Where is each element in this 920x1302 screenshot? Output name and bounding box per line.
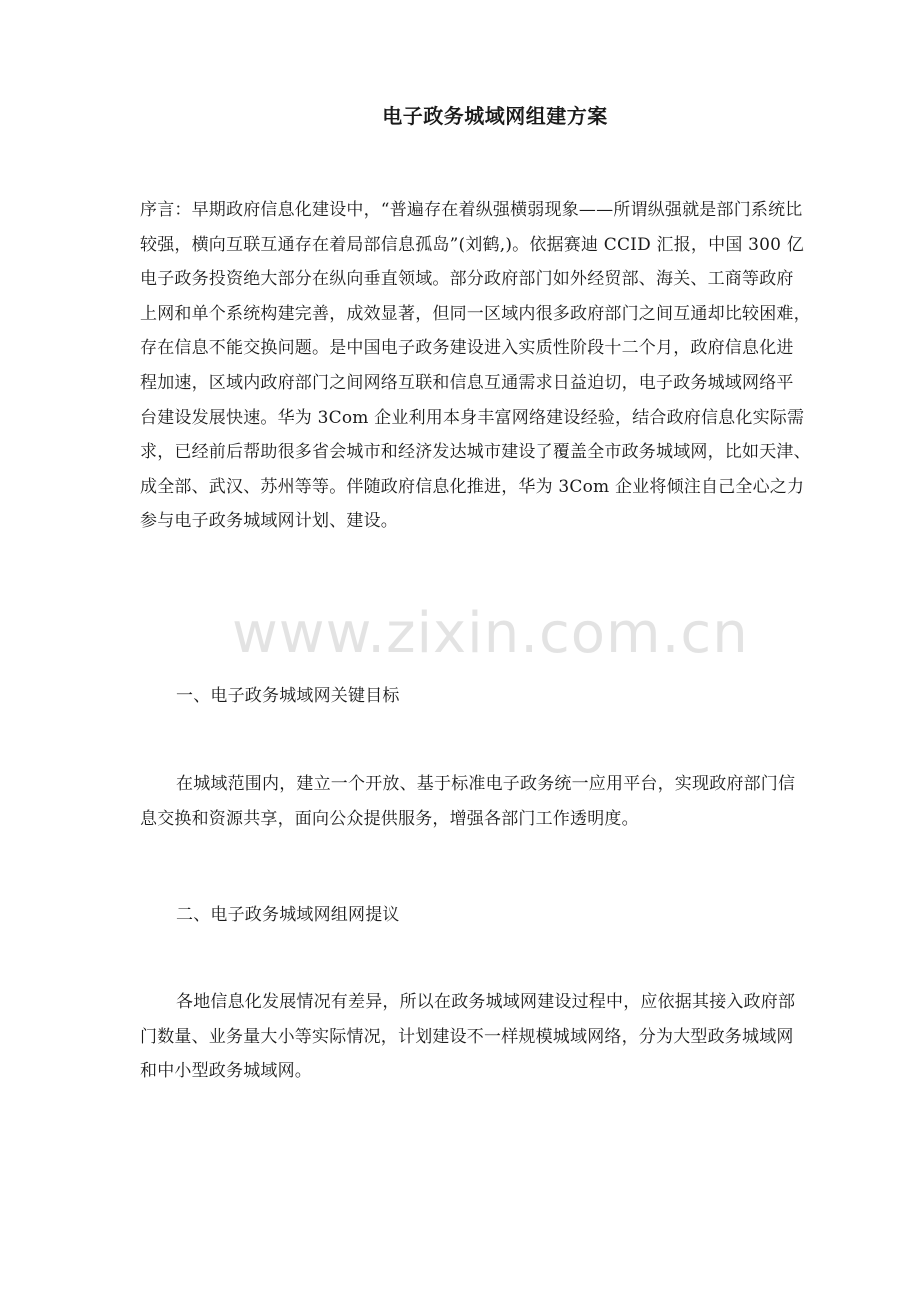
intro-line: 参与电子政务城域网计划、建设。 (140, 511, 398, 532)
section-heading-proposal (140, 898, 860, 933)
paragraph-line: 息交换和资源共享，面向公众提供服务，增强各部门工作透明度。 (140, 808, 639, 829)
section-heading-text: 二、电子政务城域网组网提议 (176, 905, 400, 925)
intro-line: 成全部、武汉、苏州等等。伴随政府信息化推进，华为 3Com 企业将倾注自己全心之力 (140, 476, 805, 497)
intro-line: 程加速，区域内政府部门之间网络互联和信息互通需求日益迫切，电子政务城域网络平 (140, 372, 794, 393)
paragraph-line: 门数量、业务量大小等实际情况，计划建设不一样规模城域网络，分为大型政务城域网 (140, 1026, 794, 1047)
section-paragraph-proposal (140, 985, 860, 1089)
document-title: 电子政务城域网组建方案 (382, 104, 608, 128)
intro-line: 电子政务投资绝大部分在纵向垂直领域。部分政府部门如外经贸部、海关、工商等政府 (140, 269, 794, 290)
paragraph-line: 各地信息化发展情况有差异，所以在政务城域网建设过程中，应依据其接入政府部 (176, 992, 796, 1012)
watermark-text: www.zixin.com.cn (232, 601, 749, 666)
intro-line: 上网和单个系统构建完善，成效显著，但同一区域内很多政府部门之间互通却比较困难， (140, 303, 811, 324)
intro-line: 序言：早期政府信息化建设中，“普遍存在着纵强横弱现象——所谓纵强就是部门系统比 (140, 200, 803, 220)
section-paragraph-goals (140, 767, 860, 836)
intro-line: 求，已经前后帮助很多省会城市和经济发达城市建设了覆盖全市政务城域网，比如天津、 (140, 442, 811, 463)
section-heading-goals (140, 679, 860, 714)
paragraph-line: 和中小型政务城域网。 (140, 1061, 312, 1082)
intro-line: 较强，横向互联互通存在着局部信息孤岛”(刘鹤,)。依据赛迪 CCID 汇报，中国 300 亿 (140, 234, 804, 255)
paragraph-line: 在城域范围内，建立一个开放、基于标准电子政务统一应用平台，实现政府部门信 (176, 774, 796, 794)
section-heading-text: 一、电子政务城域网关键目标 (176, 686, 400, 706)
intro-line: 存在信息不能交换问题。是中国电子政务建设进入实质性阶段十二个月，政府信息化进 (140, 338, 794, 359)
intro-paragraph (140, 193, 860, 539)
intro-line: 台建设发展快速。华为 3Com 企业利用本身丰富网络建设经验，结合政府信息化实际需 (140, 407, 805, 428)
